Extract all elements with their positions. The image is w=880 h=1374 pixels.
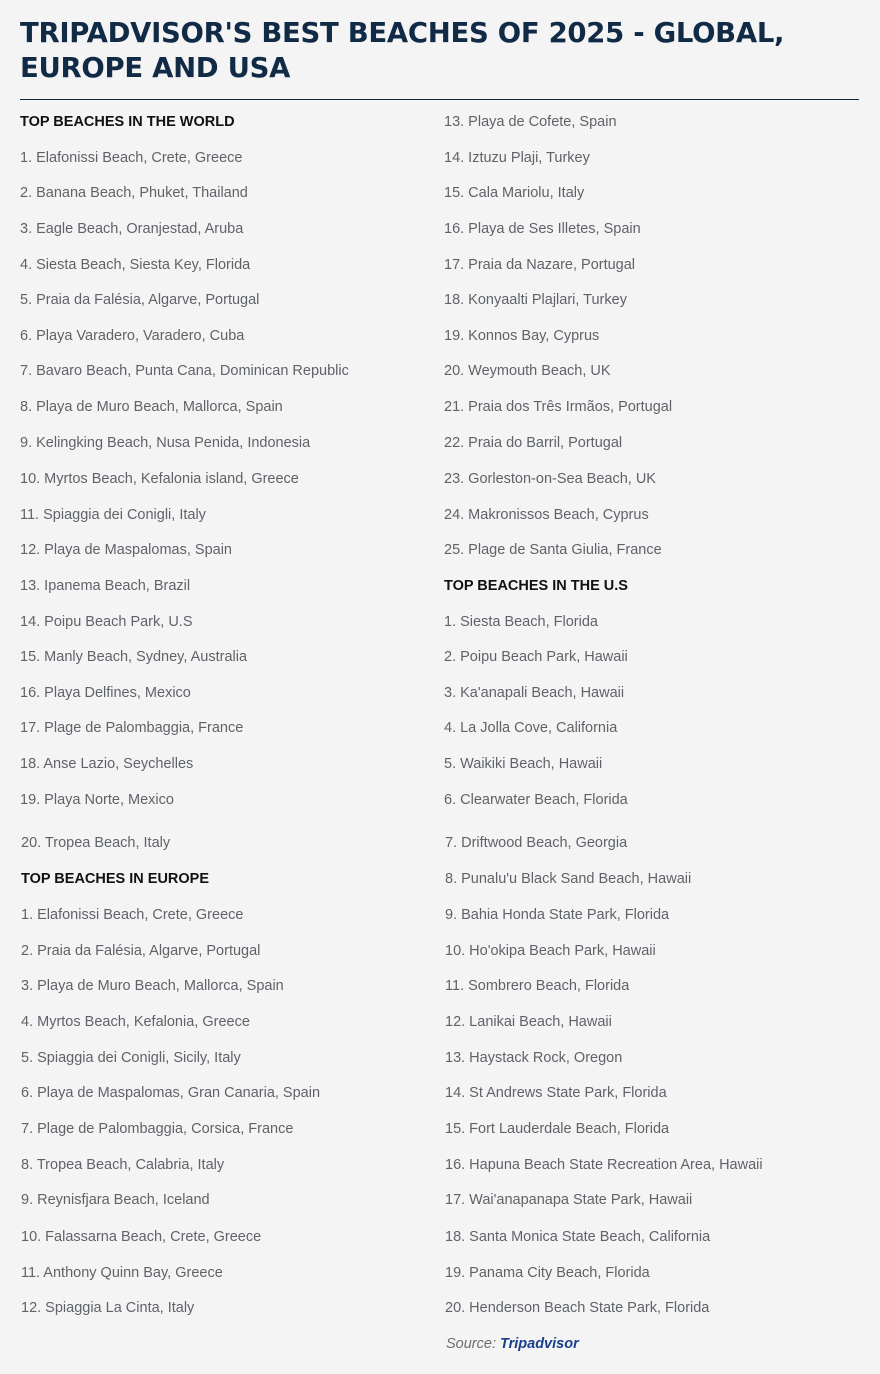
list-item: 7. Plage de Palombaggia, Corsica, France <box>21 1121 294 1137</box>
list-item: 13. Haystack Rock, Oregon <box>445 1050 623 1066</box>
list-item: 20. Henderson Beach State Park, Florida <box>445 1300 710 1316</box>
list-item: 12. Lanikai Beach, Hawaii <box>445 1014 612 1030</box>
list-item: 16. Hapuna Beach State Recreation Area, Hawaii <box>445 1157 763 1173</box>
list-item: 17. Wai'anapanapa State Park, Hawaii <box>445 1192 693 1208</box>
list-item: 9. Kelingking Beach, Nusa Penida, Indonesia <box>20 435 311 451</box>
list-item: 2. Praia da Falésia, Algarve, Portugal <box>21 943 261 959</box>
list-item: 4. La Jolla Cove, California <box>444 720 618 736</box>
list-item: 14. St Andrews State Park, Florida <box>445 1085 667 1101</box>
list-item: 1. Elafonissi Beach, Crete, Greece <box>21 907 244 923</box>
list-item: 11. Sombrero Beach, Florida <box>445 978 630 994</box>
list-item: 4. Myrtos Beach, Kefalonia, Greece <box>21 1014 250 1030</box>
section-heading-europe: TOP BEACHES IN EUROPE <box>21 871 210 887</box>
list-item: 7. Bavaro Beach, Punta Cana, Dominican Republic <box>20 363 349 379</box>
list-item: 16. Playa de Ses Illetes, Spain <box>444 221 641 237</box>
list-item: 12. Spiaggia La Cinta, Italy <box>21 1300 195 1316</box>
list-item: 6. Clearwater Beach, Florida <box>444 792 628 808</box>
list-item: 18. Konyaalti Plajlari, Turkey <box>444 292 627 308</box>
source-label: Source: <box>446 1336 496 1352</box>
list-item: 15. Fort Lauderdale Beach, Florida <box>445 1121 670 1137</box>
list-item: 19. Playa Norte, Mexico <box>20 792 174 808</box>
page-title: TRIPADVISOR'S BEST BEACHES OF 2025 - GLOBAL, EUROPE AND USA <box>20 17 785 84</box>
list-item: 18. Santa Monica State Beach, California <box>445 1229 711 1245</box>
list-item: 25. Plage de Santa Giulia, France <box>444 542 662 558</box>
list-item: 20. Tropea Beach, Italy <box>21 835 171 851</box>
list-item: 8. Punalu'u Black Sand Beach, Hawaii <box>445 871 692 887</box>
source-link[interactable]: Tripadvisor <box>500 1336 579 1352</box>
list-item: 5. Praia da Falésia, Algarve, Portugal <box>20 292 260 308</box>
section-heading-world: TOP BEACHES IN THE WORLD <box>20 114 235 130</box>
list-item: 19. Panama City Beach, Florida <box>445 1265 650 1281</box>
list-item: 14. Poipu Beach Park, U.S <box>20 614 193 630</box>
list-item: 6. Playa de Maspalomas, Gran Canaria, Spain <box>21 1085 321 1101</box>
list-item: 16. Playa Delfines, Mexico <box>20 685 191 701</box>
list-item: 14. Iztuzu Plaji, Turkey <box>444 150 590 166</box>
list-item: 13. Playa de Cofete, Spain <box>444 114 617 130</box>
list-item: 15. Cala Mariolu, Italy <box>444 185 585 201</box>
list-item: 23. Gorleston-on-Sea Beach, UK <box>444 471 656 487</box>
list-item: 1. Elafonissi Beach, Crete, Greece <box>20 150 243 166</box>
list-item: 21. Praia dos Três Irmãos, Portugal <box>444 399 673 415</box>
list-item: 9. Reynisfjara Beach, Iceland <box>21 1192 210 1208</box>
list-item: 20. Weymouth Beach, UK <box>444 363 611 379</box>
list-item: 19. Konnos Bay, Cyprus <box>444 328 600 344</box>
list-item: 7. Driftwood Beach, Georgia <box>445 835 628 851</box>
list-item: 5. Waikiki Beach, Hawaii <box>444 756 603 772</box>
list-item: 15. Manly Beach, Sydney, Australia <box>20 649 248 665</box>
list-item: 13. Ipanema Beach, Brazil <box>20 578 191 594</box>
list-item: 9. Bahia Honda State Park, Florida <box>445 907 670 923</box>
list-item: 4. Siesta Beach, Siesta Key, Florida <box>20 257 251 273</box>
list-item: 22. Praia do Barril, Portugal <box>444 435 623 451</box>
list-item: 6. Playa Varadero, Varadero, Cuba <box>20 328 245 344</box>
list-item: 17. Praia da Nazare, Portugal <box>444 257 636 273</box>
list-item: 3. Playa de Muro Beach, Mallorca, Spain <box>21 978 284 994</box>
list-item: 3. Ka'anapali Beach, Hawaii <box>444 685 625 701</box>
list-item: 11. Anthony Quinn Bay, Greece <box>21 1265 223 1281</box>
list-item: 8. Tropea Beach, Calabria, Italy <box>21 1157 225 1173</box>
list-item: 10. Myrtos Beach, Kefalonia island, Greece <box>20 471 299 487</box>
list-item: 8. Playa de Muro Beach, Mallorca, Spain <box>20 399 283 415</box>
list-item: 18. Anse Lazio, Seychelles <box>20 756 194 772</box>
list-item: 24. Makronissos Beach, Cyprus <box>444 507 649 523</box>
list-item: 10. Ho'okipa Beach Park, Hawaii <box>445 943 656 959</box>
title-divider <box>20 99 859 100</box>
list-item: 12. Playa de Maspalomas, Spain <box>20 542 232 558</box>
list-item: 2. Poipu Beach Park, Hawaii <box>444 649 628 665</box>
source-credit <box>446 1335 579 1353</box>
list-item: 5. Spiaggia dei Conigli, Sicily, Italy <box>21 1050 241 1066</box>
list-item: 11. Spiaggia dei Conigli, Italy <box>20 507 206 523</box>
list-item: 2. Banana Beach, Phuket, Thailand <box>20 185 248 201</box>
list-item: 1. Siesta Beach, Florida <box>444 614 598 630</box>
list-item: 17. Plage de Palombaggia, France <box>20 720 244 736</box>
list-item: 10. Falassarna Beach, Crete, Greece <box>21 1229 262 1245</box>
section-heading-us: TOP BEACHES IN THE U.S <box>444 578 628 594</box>
list-item: 3. Eagle Beach, Oranjestad, Aruba <box>20 221 244 237</box>
